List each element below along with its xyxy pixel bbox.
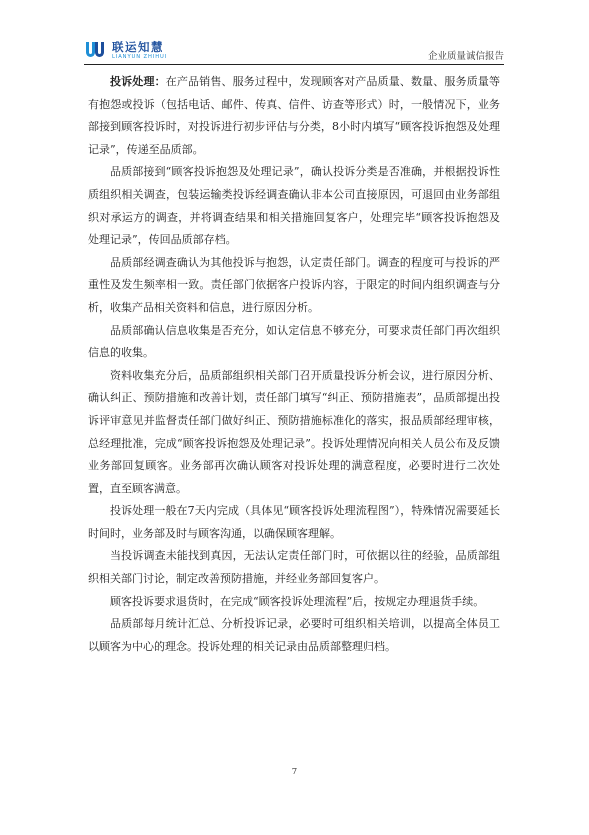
paragraph-text: 品质部每月统计汇总、分析投诉记录，必要时可组织相关培训，以提高全体员工以顾客为中心的理念。投诉处理的相关记录由品质部整理归档。 [88, 617, 500, 653]
document-body [88, 71, 500, 658]
paragraph [88, 500, 500, 545]
paragraph [88, 613, 500, 658]
paragraph [88, 545, 500, 590]
paragraph-text: 在产品销售、服务过程中，发现顾客对产品质量、数量、服务质量等有抱怨或投诉（包括电话、邮件、传真、信件、访查等形式）时，一般情况下，业务部接到顾客投诉时，对投诉进行初步评估与分类，8小时内填写“顾客投诉抱怨及处理记录”，传递至品质部。 [88, 75, 501, 156]
paragraph-text: 品质部接到“顾客投诉抱怨及处理记录”，确认投诉分类是否准确，并根据投诉性质组织相关调查，包装运输类投诉经调查确认非本公司直接原因，可退回由业务部组织对承运方的调查，并将调查结果和相关措施回复客户，处理完毕“顾客投诉抱怨及处理记录”，传回品质部存档。 [88, 165, 500, 247]
paragraph-lead: 投诉处理： [110, 75, 166, 88]
paragraph [88, 161, 500, 251]
header-divider [84, 64, 504, 65]
logo-text [112, 40, 167, 61]
paragraph-text: 品质部经调查确认为其他投诉与抱怨，认定责任部门。调查的程度可与投诉的严重性及发生频率相一致。责任部门依据客户投诉内容，于限定的时间内组织调查与分析，收集产品相关资料和信息，进行原因分析。 [88, 255, 500, 314]
report-title: 企业质量诚信报告 [427, 51, 504, 62]
paragraph [88, 252, 500, 320]
page-number: 7 [291, 767, 298, 777]
paragraph-complaint-handling [88, 71, 500, 161]
paragraph-text: 当投诉调查未能找到真因，无法认定责任部门时，可依据以往的经验，品质部组织相关部门讨论，制定改善预防措施，并经业务部回复客户。 [88, 549, 500, 586]
paragraph-text: 顾客投诉要求退货时，在完成“顾客投诉处理流程”后，按规定办理退货手续。 [110, 594, 485, 608]
company-logo [84, 40, 167, 61]
paragraph [88, 365, 500, 501]
paragraph-text: 投诉处理一般在7天内完成（具体见“顾客投诉处理流程图”），特殊情况需要延长时间时，业务部及时与顾客沟通，以确保顾客理解。 [88, 504, 500, 540]
logo-mark-icon [84, 40, 110, 60]
paragraph-text: 资料收集充分后，品质部组织相关部门召开质量投诉分析会议，进行原因分析、确认纠正、预防措施和改善计划，责任部门填写“纠正、预防措施表”，品质部提出投诉评审意见并监督责任部门做好纠正、预防措施标准化的落实，报品质部经理审核，总经理批准，完成“顾客投诉抱怨及处理记录”。投诉处理情况向相关人员公布及反馈业务部回复顾客。业务部再次确认顾客对投诉处理的满意程度，必要时进行二次处置，直至顾客满意。 [88, 368, 500, 495]
paragraph [88, 320, 500, 365]
logo-english-name: LIANYUN ZHIHUI [112, 54, 168, 60]
logo-chinese-name: 联运知慧 [112, 40, 164, 54]
paragraph [88, 591, 500, 614]
page-header [84, 40, 504, 66]
paragraph-text: 品质部确认信息收集是否充分，如认定信息不够充分，可要求责任部门再次组织信息的收集。 [88, 323, 500, 360]
